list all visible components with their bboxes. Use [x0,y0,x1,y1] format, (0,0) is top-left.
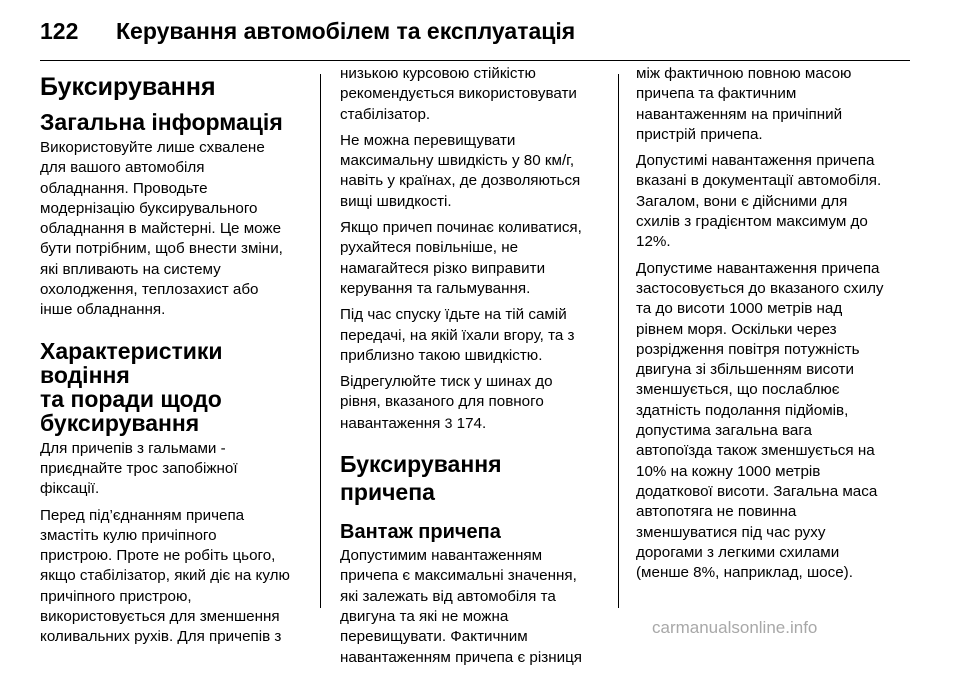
page-reference-number[interactable]: 174. [452,414,487,432]
paragraph-sway: Якщо причеп починає коливатися, рухайтеся повільніше, не намагайтеся різко виправити керування та гальмування. [340,219,582,297]
page-number: 122 [40,18,79,44]
paragraph-downhill: Під час спуску їдьте на тій самій передачі, на якій їхали вгору, та з приблизно такою швидкістю. [340,306,575,364]
paragraph-stabilizer: низькою курсовою стійкістю рекомендується використовувати стабілізатор. [340,65,577,123]
column-divider-left [320,74,321,608]
page-header [40,18,575,48]
paragraph-documentation: Допустимі навантаження причепа вказані в документації автомобіля. Загалом, вони є дійсними для схилів з градієнтом максимум до 12%. [636,152,882,251]
paragraph-equipment: Використовуйте лише схвалене для вашого автомобіля обладнання. Проводьте модернізацію буксирувального обладнання в майстерні. Це може бути потрібним, щоб внести зміни, які впливають на систему охолодження, теплозахист або інше обладнання. [40,139,283,319]
paragraph-ball-grease: Перед під’єднанням причепа змастіть кулю причіпного пристрою. Проте не робіть цього, якщо стабілізатор, який діє на кулю причіпного пристрою, використовується для зменшення коливальних рухів. Для причепів з [40,506,290,646]
paragraph-max-speed: Не можна перевищувати максимальну швидкість у 80 км/г, навіть у країнах, де дозволяються вищі швидкості. [340,131,581,210]
paragraph-permissible-load: Допустимим навантаженням причепа є максимальні значення, які залежать від автомобіля та двигуна та які не можна перевищувати. Фактичним навантаженням причепа є різниця [340,547,583,666]
heading-trailer-load: Вантаж причепа [340,521,501,544]
heading-towing: Буксирування [40,73,216,101]
column-right [636,64,912,589]
page-reference-icon: 3 [444,414,453,431]
heading-driving-tips: Характеристики водіння та поради щодо буксирування [40,337,223,436]
tyre-pressure-text: Відрегулюйте тиск у шинах до рівня, вказаного для повного навантаження [340,373,553,432]
heading-trailer-towing: Буксирування причепа [340,451,502,506]
paragraph-safety-cable: Для причепів з гальмами - приєднайте трос запобіжної фіксації. [40,439,238,498]
column-left [40,64,302,654]
paragraph-tyre-pressure [340,372,602,434]
watermark: carmanualsonline.info [652,618,818,637]
header-rule [40,60,910,61]
heading-general-info: Загальна інформація [40,109,283,135]
header-title: Керування автомобілем та експлуатація [116,18,576,44]
column-middle [340,64,602,674]
paragraph-actual-load: між фактичною повною масою причепа та фактичним навантаженням на причіпний пристрій причепа. [636,65,852,143]
paragraph-altitude: Допустиме навантаження причепа застосовується до вказаного схилу та до висоти 1000 метрів над рівнем моря. Оскільки через розрідження повітря потужність двигуна зі збільшенням висоти зменшується, що послаблює здатність подолання підйомів, допустима загальна вага автопоїзда також зменшується на 10% на кожну 1000 метрів додаткової висоти. Загальна маса автопотяга не повинна зменшуватися під час руху дорогами з легкими схилами (менше 8%, наприклад, шосе). [636,259,884,582]
column-divider-right [618,74,619,608]
